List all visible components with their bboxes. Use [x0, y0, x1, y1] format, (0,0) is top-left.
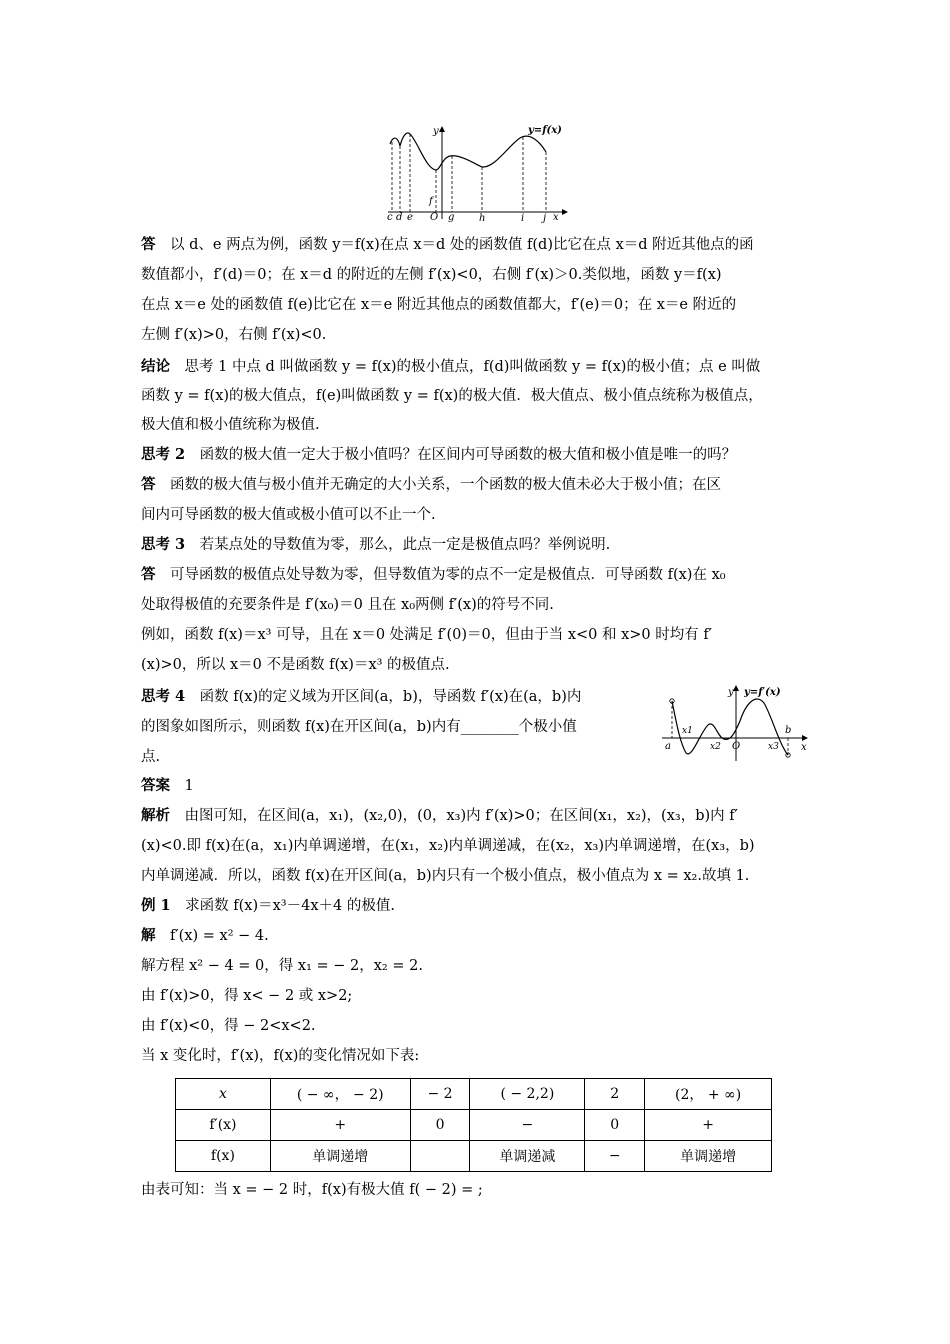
line-label: 思考 2	[141, 446, 186, 463]
text-line	[141, 265, 813, 285]
f-label: f	[429, 196, 433, 207]
footer-line: 由表可知：当 x = − 2 时，f(x)有极大值 f( − 2) = ;	[141, 1182, 483, 1198]
point-g: g	[448, 212, 455, 223]
text-line	[141, 386, 813, 406]
line-text: 由 f′(x)>0，得 x< − 2 或 x>2;	[141, 988, 353, 1004]
text-line	[141, 535, 813, 555]
origin-label: O	[430, 212, 439, 223]
table-cell	[410, 1141, 470, 1172]
table-row	[176, 1079, 772, 1110]
text-line	[141, 986, 813, 1006]
text-line	[141, 415, 813, 435]
x-axis-label: x	[801, 742, 807, 753]
line-text: 函数 y = f(x)的极大值点，f(e)叫做函数 y = f(x)的极大值．极大值点、极小值点统称为极值点，	[141, 388, 763, 404]
text-line	[141, 295, 813, 315]
text-line	[141, 595, 813, 615]
point-e: e	[407, 212, 413, 223]
line-text: 间内可导函数的极大值或极小值可以不止一个.	[141, 507, 436, 523]
text-line	[141, 565, 813, 585]
line-text: 例如，函数 f(x)＝x³ 可导，且在 x＝0 处满足 f′(0)＝0，但由于当 x<0 和 x>0 时均有 f′	[141, 627, 713, 643]
line-label: 思考 3	[141, 536, 186, 553]
example-line	[141, 896, 813, 916]
line-text: 由 f′(x)<0，得 − 2<x<2.	[141, 1018, 316, 1034]
point-i: i	[521, 213, 525, 224]
line-text: 在点 x＝e 处的函数值 f(e)比它在 x＝e 附近其他点的函数值都大，f′(e)＝0；在 x＝e 附近的	[141, 297, 737, 313]
y-axis-label: y	[728, 687, 734, 698]
line-label: 答	[141, 566, 156, 583]
point-x3: x3	[768, 742, 779, 752]
x-axis-arrow	[802, 735, 808, 741]
text-line	[141, 445, 813, 465]
table-cell: ( − ∞， − 2)	[270, 1079, 410, 1110]
line-text: 求函数 f(x)＝x³－4x＋4 的极值.	[170, 898, 395, 914]
line-text: 处取得极值的充要条件是 f′(x₀)＝0 且在 x₀两侧 f′(x)的符号不同.	[141, 597, 554, 613]
table-cell: 单调递减	[470, 1141, 585, 1172]
line-text: 1	[170, 778, 194, 794]
text-line	[141, 956, 813, 976]
text-line	[141, 505, 813, 525]
line-text: 函数 f(x)的定义域为开区间(a，b)，导函数 f′(x)在(a，b)内	[185, 689, 582, 705]
text-line	[141, 1016, 813, 1036]
table-cell: −	[470, 1110, 585, 1141]
text-line	[141, 926, 813, 946]
function-graph-figure	[380, 124, 570, 224]
line-label: 解析	[141, 807, 170, 824]
table-cell: 单调递增	[270, 1141, 410, 1172]
table-cell: x	[176, 1079, 271, 1110]
text-line	[141, 475, 813, 495]
table-cell: 单调递增	[645, 1141, 772, 1172]
line-text: 函数的极大值与极小值并无确定的大小关系，一个函数的极大值未必大于极小值；在区	[155, 477, 721, 493]
line-label: 答	[141, 476, 156, 493]
point-j: j	[543, 213, 547, 224]
text-line	[141, 717, 651, 737]
line-text: 当 x 变化时，f′(x)，f(x)的变化情况如下表:	[141, 1048, 420, 1064]
point-x2: x2	[710, 742, 721, 752]
line-text: 左侧 f′(x)>0，右侧 f′(x)<0.	[141, 327, 327, 343]
line-label: 答案	[141, 777, 170, 794]
table-row	[176, 1141, 772, 1172]
point-b: b	[785, 725, 792, 736]
line-label: 解	[141, 927, 156, 944]
text-line	[141, 866, 813, 886]
line-label: 结论	[141, 358, 170, 375]
table-cell: +	[645, 1110, 772, 1141]
y-axis-arrow	[733, 685, 739, 691]
text-line	[141, 1046, 813, 1066]
variation-table	[175, 1078, 772, 1172]
origin-label: O	[732, 741, 741, 752]
table-cell: ( − 2,2)	[470, 1079, 585, 1110]
point-h: h	[479, 213, 486, 224]
table-cell: +	[270, 1110, 410, 1141]
line-text: 极大值和极小值统称为极值.	[141, 417, 320, 433]
line-text: 解方程 x² − 4 = 0，得 x₁ = − 2，x₂ = 2.	[141, 958, 423, 974]
x-axis-label: x	[553, 212, 559, 223]
line-label: 思考 4	[141, 688, 186, 705]
text-line	[141, 235, 813, 255]
text-line	[141, 357, 813, 377]
table-cell: (2， + ∞)	[645, 1079, 772, 1110]
line-text: 内单调递减．所以，函数 f(x)在开区间(a，b)内只有一个极小值点，极小值点为 x = x₂.故填 1.	[141, 868, 750, 884]
line-text: 可导函数的极值点处导数为零，但导数值为零的点不一定是极值点．可导函数 f(x)在 x₀	[155, 567, 726, 583]
line-text: 由图可知，在区间(a，x₁)，(x₂,0)，(0，x₃)内 f′(x)>0；在区间(x₁，x₂)，(x₃，b)内 f′	[170, 808, 738, 824]
line-text: 函数的极大值一定大于极小值吗？在区间内可导函数的极大值和极小值是唯一的吗？	[185, 447, 737, 463]
dashed-guides	[392, 134, 546, 212]
answer-line	[141, 776, 813, 796]
curve-label: y=f′(x)	[744, 687, 781, 698]
table-cell: 0	[585, 1110, 645, 1141]
text-line	[141, 747, 813, 767]
curve-label: y=f(x)	[528, 125, 562, 136]
line-text: 若某点处的导数值为零，那么，此点一定是极值点吗？举例说明.	[185, 537, 611, 553]
line-label: 例 1	[141, 897, 171, 914]
table-row	[176, 1110, 772, 1141]
text-line	[141, 325, 813, 345]
point-d: d	[396, 212, 403, 223]
line-text: (x)<0.即 f(x)在(a，x₁)内单调递增，在(x₁，x₂)内单调递减，在(x₂，x₃)内单调递增，在(x₃，b)	[141, 838, 755, 854]
line-label: 答	[141, 236, 156, 253]
line-text: (x)>0，所以 x＝0 不是函数 f(x)＝x³ 的极值点.	[141, 657, 450, 673]
text-line	[141, 687, 651, 707]
table-cell: −	[585, 1141, 645, 1172]
curve-f	[390, 133, 546, 170]
line-text: 数值都小，f′(d)＝0；在 x＝d 的附近的左侧 f′(x)<0，右侧 f′(x)＞0.类似地，函数 y＝f(x)	[141, 267, 722, 283]
table-cell: 0	[410, 1110, 470, 1141]
text-line	[141, 625, 813, 645]
text-line	[141, 836, 813, 856]
line-text: 的图象如图所示，则函数 f(x)在开区间(a，b)内有________个极小值	[141, 719, 577, 735]
text-line	[141, 655, 813, 675]
text-line	[141, 806, 813, 826]
y-axis-arrow	[439, 126, 445, 132]
line-text: 思考 1 中点 d 叫做函数 y = f(x)的极小值点，f(d)叫做函数 y = f(x)的极小值；点 e 叫做	[170, 359, 761, 375]
point-a: a	[665, 741, 671, 752]
table-cell: − 2	[410, 1079, 470, 1110]
point-c: c	[387, 212, 393, 223]
x-axis-arrow	[562, 209, 568, 215]
point-x1: x1	[682, 726, 693, 736]
line-text: f′(x) = x² − 4.	[155, 928, 269, 944]
table-cell: f′(x)	[176, 1110, 271, 1141]
y-axis-label: y	[433, 126, 439, 137]
line-text: 以 d、e 两点为例，函数 y＝f(x)在点 x＝d 处的函数值 f(d)比它在点 x＝d 附近其他点的函	[155, 237, 754, 253]
line-text: 点.	[141, 749, 161, 765]
table-cell: f(x)	[176, 1141, 271, 1172]
table-cell: 2	[585, 1079, 645, 1110]
